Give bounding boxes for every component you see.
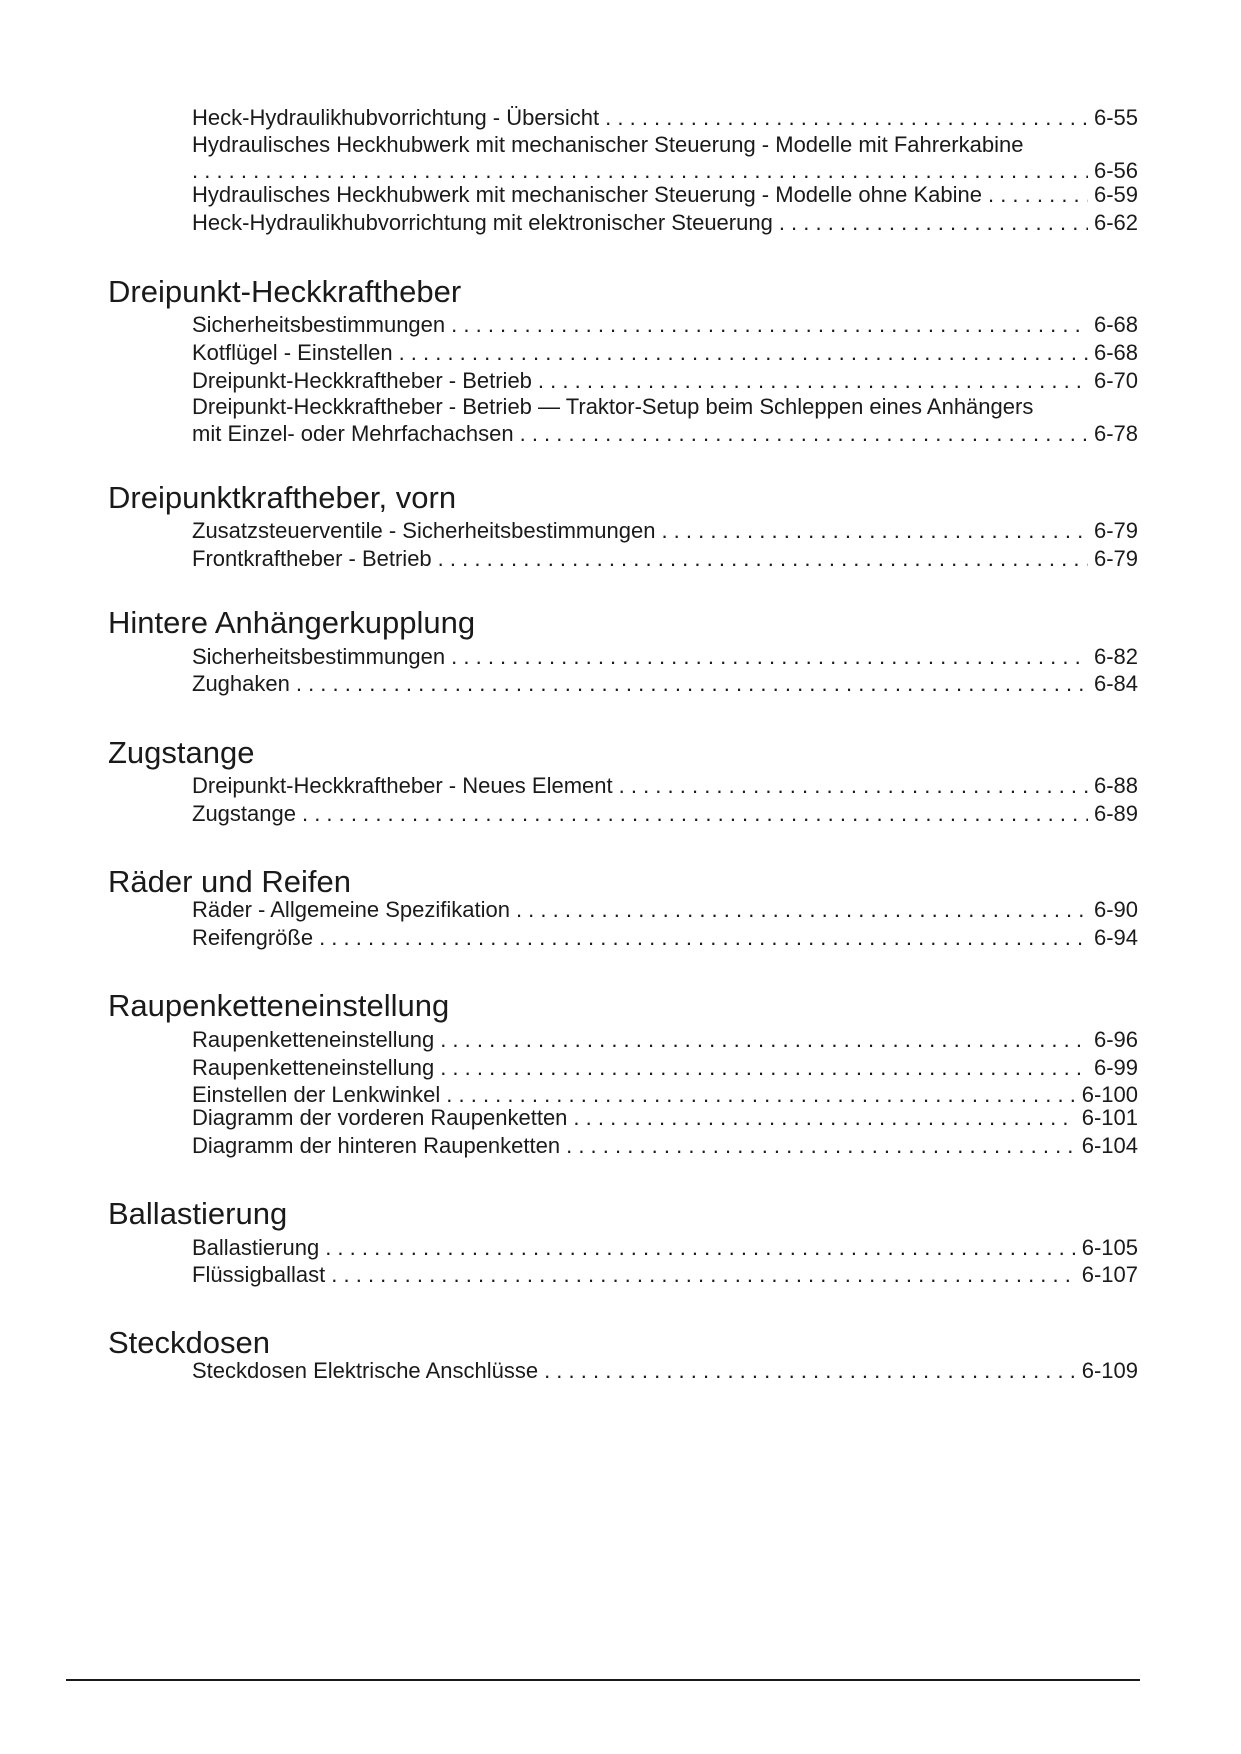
toc-entry-page: 6-84: [1093, 671, 1138, 696]
toc-entry-title: Zughaken: [192, 671, 290, 696]
section-heading: Hintere Anhängerkupplung: [108, 605, 476, 640]
toc-entry[interactable]: [192, 367, 1138, 395]
toc-entry-page: 6-107: [1081, 1262, 1138, 1287]
toc-entry-title: Einstellen der Lenkwinkel: [192, 1082, 441, 1107]
toc-entry-title: Heck-Hydraulikhubvorrichtung - Übersicht: [192, 105, 600, 130]
toc-entry-row: [192, 209, 1138, 237]
dot-leader: [619, 772, 1088, 800]
toc-entry-title: Räder - Allgemeine Spezifikation: [192, 897, 510, 922]
toc-entry-row: [192, 367, 1138, 395]
dot-leader: [325, 1234, 1076, 1262]
toc-entry[interactable]: [192, 772, 1138, 800]
toc-entry-page: 6-56: [1093, 158, 1138, 183]
toc-entry-page: 6-101: [1081, 1105, 1138, 1130]
toc-entry[interactable]: [192, 896, 1138, 924]
section-heading: Raupenketteneinstellung: [108, 988, 450, 1023]
toc-entry-row: [192, 924, 1138, 952]
toc-entry[interactable]: [192, 339, 1138, 367]
toc-entry-page: 6-70: [1093, 368, 1138, 393]
toc-entry-title: Dreipunkt-Heckkraftheber - Betrieb: [192, 368, 532, 393]
toc-entry-page: 6-100: [1081, 1082, 1138, 1107]
footer-rule: [66, 1679, 1140, 1681]
dot-leader: [520, 420, 1088, 448]
toc-entry-title: Ballastierung: [192, 1235, 320, 1260]
toc-entry-page: 6-62: [1093, 210, 1138, 235]
toc-entry-row: [192, 339, 1138, 367]
toc-entry-title: Sicherheitsbestimmungen: [192, 644, 446, 669]
toc-entry-title: Steckdosen Elektrische Anschlüsse: [192, 1358, 539, 1383]
toc-entry-row: [192, 1234, 1138, 1262]
toc-entry-page: 6-109: [1081, 1358, 1138, 1383]
toc-entry-title: Heck-Hydraulikhubvorrichtung mit elektronischer Steuerung: [192, 210, 773, 235]
toc-entry[interactable]: [192, 517, 1138, 545]
toc-entry-row: [192, 643, 1138, 671]
toc-entry-title: Diagramm der vorderen Raupenketten: [192, 1105, 568, 1130]
toc-entry-row: [192, 545, 1138, 573]
toc-entry-title: Kotflügel - Einstellen: [192, 340, 393, 365]
toc-entry-row: [192, 420, 1138, 448]
section-heading: Räder und Reifen: [108, 864, 351, 899]
toc-entry[interactable]: [192, 924, 1138, 952]
toc-entry-row: [192, 896, 1138, 924]
section-heading: Dreipunkt-Heckkraftheber: [108, 274, 462, 309]
toc-entry[interactable]: [192, 1132, 1138, 1160]
toc-entry[interactable]: [192, 311, 1138, 339]
toc-entry-row: [192, 104, 1138, 132]
toc-entry[interactable]: [192, 670, 1138, 698]
toc-entry[interactable]: [192, 1054, 1138, 1082]
toc-entry-page: 6-96: [1093, 1027, 1138, 1052]
dot-leader: [779, 209, 1088, 237]
dot-leader: [661, 517, 1088, 545]
toc-entry[interactable]: [192, 643, 1138, 671]
toc-entry[interactable]: [192, 209, 1138, 237]
dot-leader: [331, 1261, 1075, 1289]
dot-leader: [544, 1357, 1076, 1385]
dot-leader: [566, 1132, 1076, 1160]
toc-entry-page: 6-68: [1093, 312, 1138, 337]
toc-entry[interactable]: [192, 1261, 1138, 1289]
toc-entry-page: 6-105: [1081, 1235, 1138, 1260]
dot-leader: [451, 311, 1088, 339]
toc-entry-row: [192, 1357, 1138, 1385]
toc-entry-page: 6-79: [1093, 546, 1138, 571]
dot-leader: [302, 800, 1088, 828]
toc-entry-row: [192, 1026, 1138, 1054]
toc-entry-page: 6-104: [1081, 1133, 1138, 1158]
toc-entry-title: Zusatzsteuerventile - Sicherheitsbestimmungen: [192, 518, 656, 543]
toc-entry[interactable]: [192, 545, 1138, 573]
dot-leader: [296, 670, 1088, 698]
toc-entry-page: 6-55: [1093, 105, 1138, 130]
toc-entry-page: 6-78: [1093, 421, 1138, 446]
toc-entry[interactable]: [192, 132, 1138, 185]
toc-entry-row: [192, 1054, 1138, 1082]
toc-entry-page: 6-59: [1093, 182, 1138, 207]
toc-entry-title: Zugstange: [192, 801, 296, 826]
dot-leader: [988, 181, 1088, 209]
toc-entry-title: Flüssigballast: [192, 1262, 326, 1287]
dot-leader: [440, 1054, 1088, 1082]
dot-leader: [319, 924, 1088, 952]
toc-entry[interactable]: [192, 104, 1138, 132]
toc-entry-title-line: Hydraulisches Heckhubwerk mit mechanischer Steuerung - Modelle mit Fahrerkabine: [192, 132, 1024, 157]
dot-leader: [451, 643, 1088, 671]
toc-entry-page: 6-99: [1093, 1055, 1138, 1080]
toc-entry-page: 6-94: [1093, 925, 1138, 950]
toc-entry-row: [192, 311, 1138, 339]
toc-entry-row: [192, 800, 1138, 828]
dot-leader: [440, 1026, 1088, 1054]
toc-entry-row: [192, 1261, 1138, 1289]
toc-entry[interactable]: [192, 1026, 1138, 1054]
dot-leader: [573, 1104, 1075, 1132]
toc-entry[interactable]: [192, 800, 1138, 828]
section-heading: Dreipunktkraftheber, vorn: [108, 480, 457, 515]
toc-entry[interactable]: [192, 394, 1138, 448]
toc-entry-page: 6-88: [1093, 773, 1138, 798]
section-heading: Steckdosen: [108, 1325, 270, 1360]
toc-entry-row: [192, 670, 1138, 698]
toc-entry-row: [192, 181, 1138, 209]
toc-entry-title: Frontkraftheber - Betrieb: [192, 546, 432, 571]
toc-entry-page: 6-68: [1093, 340, 1138, 365]
toc-entry[interactable]: [192, 181, 1138, 209]
toc-entry-title: Reifengröße: [192, 925, 314, 950]
toc-entry-title: Dreipunkt-Heckkraftheber - Neues Element: [192, 773, 613, 798]
toc-entry-row: [192, 772, 1138, 800]
toc-entry-title-line: Dreipunkt-Heckkraftheber - Betrieb — Traktor-Setup beim Schleppen eines Anhängers: [192, 394, 1034, 419]
toc-entry-page: 6-90: [1093, 897, 1138, 922]
toc-entry-title: mit Einzel- oder Mehrfachachsen: [192, 421, 514, 446]
toc-entry[interactable]: [192, 1104, 1138, 1132]
dot-leader: [605, 104, 1088, 132]
dot-leader: [538, 367, 1088, 395]
dot-leader: [399, 339, 1088, 367]
dot-leader: [516, 896, 1088, 924]
toc-entry[interactable]: [192, 1234, 1138, 1262]
toc-entry[interactable]: [192, 1357, 1138, 1385]
toc-entry-page: 6-79: [1093, 518, 1138, 543]
section-heading: Zugstange: [108, 735, 255, 770]
toc-entry-title: Sicherheitsbestimmungen: [192, 312, 446, 337]
toc-entry-row: [192, 1104, 1138, 1132]
toc-entry-page: 6-89: [1093, 801, 1138, 826]
toc-entry-title: Diagramm der hinteren Raupenketten: [192, 1133, 561, 1158]
toc-entry-row: [192, 1132, 1138, 1160]
section-heading: Ballastierung: [108, 1196, 288, 1231]
toc-entry-title: Raupenketteneinstellung: [192, 1027, 435, 1052]
toc-entry-page: 6-82: [1093, 644, 1138, 669]
toc-entry-title: Raupenketteneinstellung: [192, 1055, 435, 1080]
toc-entry-title: Hydraulisches Heckhubwerk mit mechanischer Steuerung - Modelle ohne Kabine: [192, 182, 982, 207]
dot-leader: [438, 545, 1088, 573]
toc-entry-row: [192, 517, 1138, 545]
